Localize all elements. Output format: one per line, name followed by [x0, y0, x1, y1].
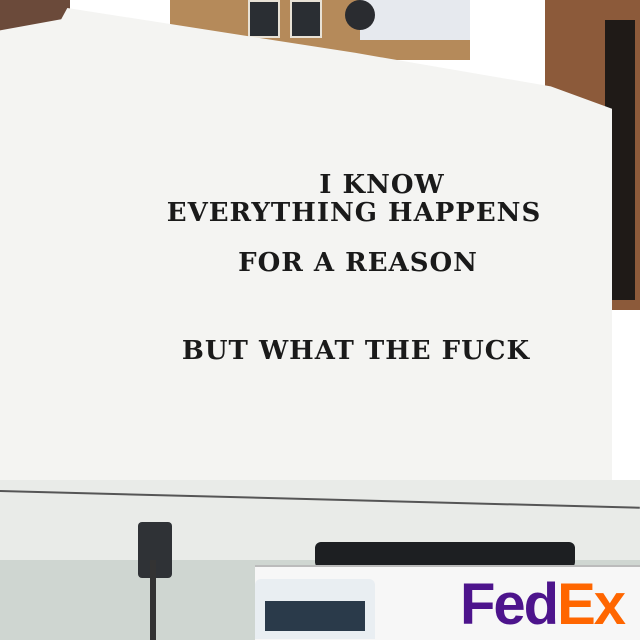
building-window: [248, 0, 280, 38]
mural-line-1: I KNOW: [319, 170, 445, 200]
sign-post: [150, 560, 156, 640]
mural-line-4: BUT WHAT THE FUCK: [181, 336, 531, 366]
delivery-truck: [255, 565, 640, 640]
building-window: [290, 0, 322, 38]
brand-ex: Ex: [557, 572, 625, 637]
sky: [360, 0, 470, 40]
truck-cab: [255, 579, 375, 639]
truck-windshield: [265, 601, 365, 631]
truck-brand-logo: [460, 572, 625, 637]
lamp-fixture: [345, 0, 375, 30]
brand-fed: Fed: [460, 572, 558, 637]
mural-line-2: EVERYTHING HAPPENS: [166, 198, 542, 228]
mural-line-3: FOR A REASON: [238, 248, 478, 278]
